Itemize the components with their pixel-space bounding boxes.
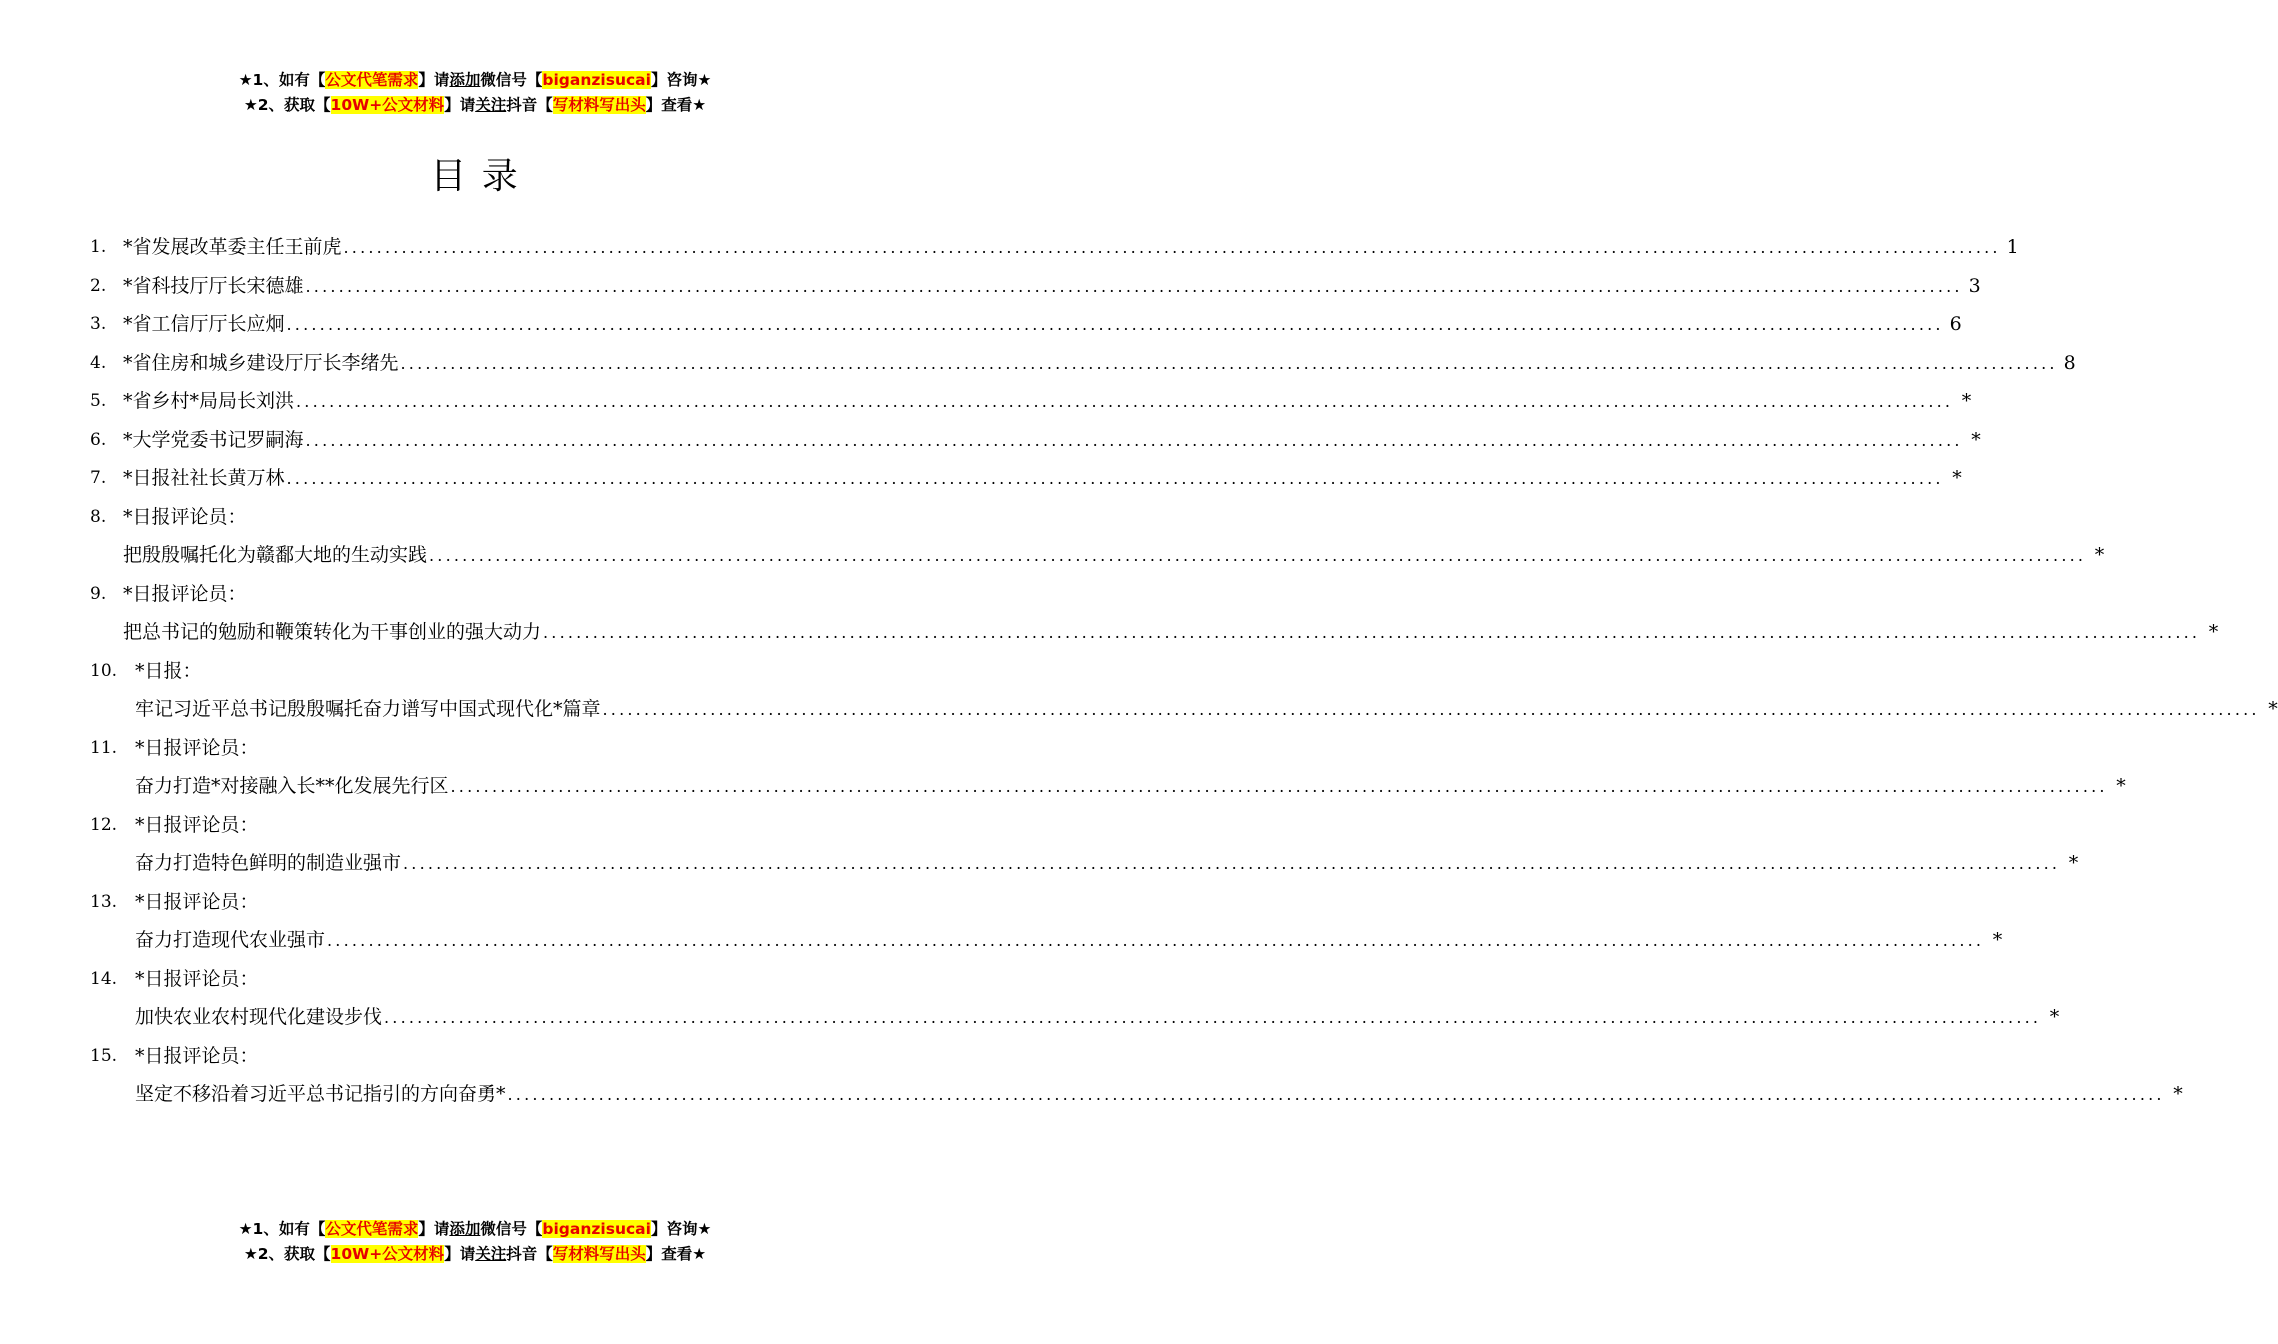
banner-line-1	[0, 68, 950, 93]
toc-entry-line	[135, 844, 2079, 884]
toc-entry-line	[123, 305, 1962, 345]
toc-entry[interactable]	[90, 382, 1972, 421]
banner-line-2	[0, 1242, 950, 1267]
banner-text: 】请	[418, 71, 450, 89]
banner-highlight: 写材料写出头	[552, 96, 646, 114]
toc-page-number: *	[2116, 775, 2126, 797]
page-title: 目 录	[430, 156, 520, 197]
toc-page-number: *	[1952, 467, 1962, 489]
toc-leader-dots: ........................................................................................................................................................................................................	[400, 353, 2058, 373]
banner-text: 】请	[444, 1245, 476, 1263]
toc-leader-dots: ........................................................................................................................................................................................................	[602, 700, 2260, 719]
toc-heading-row	[90, 806, 860, 845]
toc-page-number: 3	[1968, 274, 1981, 297]
toc-leader-dots: ........................................................................................................................................................................................................	[286, 315, 1944, 334]
toc-entry[interactable]	[90, 921, 2003, 960]
banner-underline: 添加	[449, 71, 481, 89]
toc-entry[interactable]	[90, 421, 1981, 460]
header-banner	[0, 68, 950, 118]
toc-entry-line	[123, 613, 2219, 653]
toc-entry[interactable]	[90, 305, 1962, 344]
toc-leader-dots: ........................................................................................................................................................................................................	[403, 854, 2061, 873]
toc-entry-line	[135, 767, 2126, 807]
toc-heading: *日报评论员：	[135, 813, 259, 836]
banner-text: 微信号【	[480, 71, 543, 89]
banner-highlight: 公文代笔需求	[325, 71, 419, 89]
toc-entry-title: 把殷殷嘱托化为赣鄱大地的生动实践	[123, 544, 428, 566]
banner-text: 】咨询★	[650, 1220, 712, 1238]
toc-heading: *日报评论员：	[135, 1044, 259, 1067]
toc-page-number: *	[1992, 929, 2003, 951]
banner-highlight: 10W+公文材料	[330, 1245, 445, 1263]
toc-number: 15.	[90, 1045, 118, 1066]
toc-entry-line	[123, 267, 1981, 307]
toc-page-number: 1	[2006, 236, 2019, 258]
toc-number: 5.	[90, 391, 107, 411]
toc-entry-line	[123, 382, 1972, 422]
toc-heading: *日报评论员：	[135, 890, 259, 913]
toc-heading-row	[90, 575, 860, 614]
toc-entry-title: *省科技厅厅长宋德雄	[123, 274, 304, 297]
toc-entry[interactable]	[90, 998, 2060, 1037]
toc-heading-row	[90, 652, 860, 691]
banner-underline: 关注	[475, 1245, 507, 1263]
banner-line-1	[0, 1217, 950, 1242]
toc-entry-line	[123, 421, 1981, 461]
toc-leader-dots: ........................................................................................................................................................................................................	[543, 623, 2201, 642]
toc-leader-dots: ........................................................................................................................................................................................................	[343, 238, 2001, 257]
banner-highlight: biganzisucai	[542, 71, 651, 89]
banner-text: ★1、如有【	[238, 71, 326, 89]
toc-entry[interactable]	[90, 459, 1962, 498]
toc-leader-dots: ........................................................................................................................................................................................................	[507, 1085, 2165, 1104]
toc-number: 1.	[90, 237, 107, 257]
banner-text: 】请	[444, 96, 476, 114]
banner-text: ★2、获取【	[243, 1245, 331, 1263]
toc-entry[interactable]	[90, 267, 1981, 306]
toc-page-number: *	[2173, 1083, 2183, 1105]
toc-entry[interactable]	[90, 767, 2126, 806]
toc-entry[interactable]	[90, 536, 2105, 575]
toc-entry-title: 奋力打造特色鲜明的制造业强市	[135, 852, 402, 874]
toc-page-number: *	[1971, 428, 1981, 451]
toc-entry-title: 奋力打造现代农业强市	[135, 929, 326, 951]
banner-text: ★2、获取【	[243, 96, 331, 114]
banner-text: 】查看★	[645, 1245, 707, 1263]
banner-text: ★1、如有【	[238, 1220, 326, 1238]
toc-leader-dots: ........................................................................................................................................................................................................	[429, 546, 2087, 565]
banner-text: 】咨询★	[650, 71, 712, 89]
banner-highlight: 写材料写出头	[552, 1245, 646, 1263]
toc-number: 11.	[90, 737, 118, 758]
toc-number: 3.	[90, 314, 107, 334]
toc-heading: *日报评论员：	[123, 582, 247, 605]
toc-number: 6.	[90, 429, 107, 450]
toc-entry-title: *省工信厅厅长应炯	[123, 313, 285, 335]
toc-leader-dots: ........................................................................................................................................................................................................	[305, 430, 1963, 450]
toc-entry-line	[123, 459, 1962, 499]
toc-page-number: 6	[1949, 313, 1962, 335]
banner-text: 】查看★	[645, 96, 707, 114]
toc-page-number: *	[2094, 544, 2105, 566]
toc-number: 9.	[90, 583, 107, 604]
toc-entry-line	[135, 690, 2278, 730]
toc-heading: *日报评论员：	[135, 736, 259, 759]
toc-heading-row	[90, 1037, 860, 1076]
banner-underline: 添加	[449, 1220, 481, 1238]
toc-entry[interactable]	[90, 1075, 2183, 1114]
toc-page-number: *	[2068, 852, 2079, 874]
toc-leader-dots: ........................................................................................................................................................................................................	[296, 392, 1954, 411]
banner-underline: 关注	[475, 96, 507, 114]
toc-heading: *日报：	[135, 659, 202, 682]
toc-entry-title: *省发展改革委主任王前虎	[123, 236, 342, 258]
toc-entry-line	[135, 921, 2003, 961]
toc-entry-title: 奋力打造*对接融入长**化发展先行区	[135, 775, 449, 797]
toc-heading: *日报评论员：	[135, 967, 259, 990]
toc-heading-row	[90, 960, 860, 999]
toc-heading-row	[90, 729, 860, 768]
toc-entry[interactable]	[90, 228, 2019, 267]
toc-heading-row	[90, 883, 860, 922]
toc-entry-line	[123, 228, 2019, 268]
toc-page-number: *	[2208, 621, 2219, 643]
toc-leader-dots: ........................................................................................................................................................................................................	[286, 469, 1944, 488]
toc-entry-line	[135, 998, 2060, 1038]
toc-entry-title: *省乡村*局局长刘洪	[123, 390, 295, 412]
toc-entry-title: *省住房和城乡建设厅厅长李绪先	[123, 351, 399, 374]
toc-heading: *日报评论员：	[123, 505, 247, 528]
toc-entry[interactable]	[90, 613, 2219, 652]
banner-text: 微信号【	[480, 1220, 543, 1238]
banner-highlight: biganzisucai	[542, 1220, 651, 1238]
toc-number: 4.	[90, 352, 107, 373]
toc-entry-line	[123, 344, 2076, 384]
toc-page-number: 8	[2063, 351, 2076, 374]
toc-number: 10.	[90, 660, 118, 681]
toc-number: 14.	[90, 968, 118, 989]
toc-number: 2.	[90, 275, 107, 296]
toc-entry-title: 把总书记的勉励和鞭策转化为干事创业的强大动力	[123, 621, 542, 643]
toc-page-number: *	[1961, 390, 1972, 412]
toc-entry-title: *大学党委书记罗嗣海	[123, 428, 304, 451]
toc-page-number: *	[2268, 698, 2278, 720]
footer-banner	[0, 1217, 950, 1267]
toc-entry-title: *日报社社长黄万林	[123, 467, 285, 489]
toc-entry[interactable]	[90, 344, 2076, 383]
toc-entry-line	[123, 536, 2105, 576]
toc-page-number: *	[2049, 1006, 2060, 1028]
toc-leader-dots: ........................................................................................................................................................................................................	[305, 276, 1963, 296]
banner-highlight: 10W+公文材料	[330, 96, 445, 114]
toc-number: 12.	[90, 814, 118, 835]
toc-entry-title: 加快农业农村现代化建设步伐	[135, 1006, 383, 1028]
banner-text: 抖音【	[506, 96, 553, 114]
toc-leader-dots: ........................................................................................................................................................................................................	[450, 777, 2108, 796]
toc-entry-title: 牢记习近平总书记殷殷嘱托奋力谱写中国式现代化*篇章	[135, 698, 601, 720]
toc-entry-line	[135, 1075, 2183, 1115]
banner-text: 抖音【	[506, 1245, 553, 1263]
toc-heading-row	[90, 498, 860, 537]
toc-number: 7.	[90, 468, 107, 488]
toc-entry[interactable]	[90, 844, 2079, 883]
toc-leader-dots: ........................................................................................................................................................................................................	[384, 1008, 2042, 1027]
banner-highlight: 公文代笔需求	[325, 1220, 419, 1238]
toc-number: 13.	[90, 891, 118, 912]
toc-number: 8.	[90, 506, 107, 527]
toc-entry-title: 坚定不移沿着习近平总书记指引的方向奋勇*	[135, 1083, 506, 1105]
toc-entry[interactable]	[90, 690, 2278, 729]
banner-text: 】请	[418, 1220, 450, 1238]
banner-line-2	[0, 93, 950, 118]
toc-leader-dots: ........................................................................................................................................................................................................	[327, 931, 1985, 950]
table-of-contents	[90, 228, 2278, 1114]
